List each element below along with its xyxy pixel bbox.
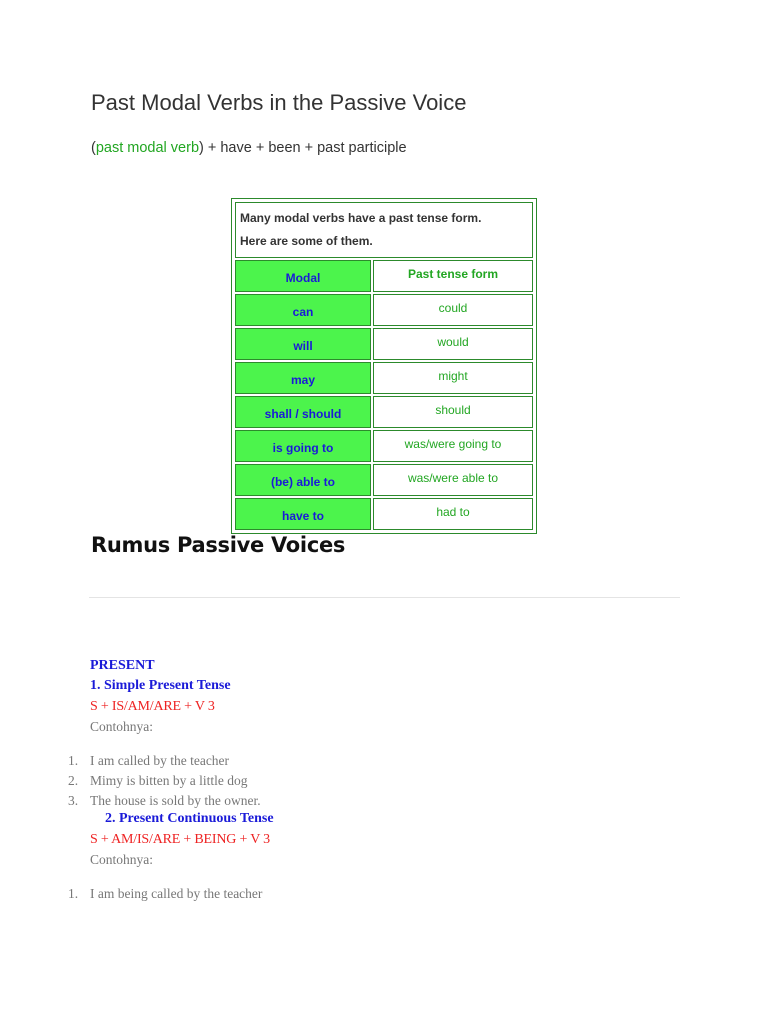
table-row: [235, 464, 533, 496]
list-number: 3.: [68, 793, 79, 808]
past-tense-cell: should: [373, 396, 533, 428]
modal-cell: (be) able to: [235, 464, 371, 496]
table-intro: [235, 202, 533, 258]
header-past-tense: Past tense form: [373, 260, 533, 292]
table-intro-row: [235, 202, 533, 258]
example-label: Contohnya:: [90, 719, 153, 734]
example-list: [68, 751, 261, 811]
modal-verbs-table: [231, 198, 537, 534]
past-tense-cell: might: [373, 362, 533, 394]
example-text: The house is sold by the owner.: [90, 793, 261, 808]
table-row: [235, 430, 533, 462]
modal-cell: is going to: [235, 430, 371, 462]
list-number: 2.: [68, 773, 79, 788]
past-tense-cell: would: [373, 328, 533, 360]
page-title: Past Modal Verbs in the Passive Voice: [91, 90, 467, 115]
modal-cell: will: [235, 328, 371, 360]
table-intro-line-2: Here are some of them.: [240, 234, 373, 248]
tense-heading: 1. Simple Present Tense: [90, 678, 231, 693]
example-text: I am being called by the teacher: [90, 886, 263, 901]
modal-cell: have to: [235, 498, 371, 530]
table-row: [235, 294, 533, 326]
formula-modal: past modal verb: [95, 140, 200, 156]
formula-rest: ) + have + been + past participle: [199, 140, 407, 156]
table-row: [235, 498, 533, 530]
example-list: [68, 884, 263, 904]
list-item: [68, 884, 263, 904]
example-text: I am called by the teacher: [90, 753, 230, 768]
table-intro-line-1: Many modal verbs have a past tense form.: [240, 211, 482, 225]
table-row: [235, 328, 533, 360]
header-modal: Modal: [235, 260, 371, 292]
past-tense-cell: could: [373, 294, 533, 326]
table-header-row: [235, 260, 533, 292]
tense-formula: S + IS/AM/ARE + V 3: [90, 699, 215, 714]
past-tense-cell: was/were going to: [373, 430, 533, 462]
modal-cell: shall / should: [235, 396, 371, 428]
past-tense-cell: was/were able to: [373, 464, 533, 496]
tense-formula: S + AM/IS/ARE + BEING + V 3: [90, 832, 270, 847]
passive-formula: [91, 138, 407, 158]
tense-heading: 2. Present Continuous Tense: [105, 811, 274, 826]
example-text: Mimy is bitten by a little dog: [90, 773, 248, 788]
section-title: Rumus Passive Voices: [91, 533, 346, 557]
list-number: 1.: [68, 753, 79, 768]
divider: [89, 597, 680, 598]
list-item: [68, 751, 261, 771]
list-item: [68, 791, 261, 811]
present-label: PRESENT: [90, 658, 155, 673]
list-item: [68, 771, 261, 791]
example-label: Contohnya:: [90, 852, 153, 867]
table-row: [235, 396, 533, 428]
list-number: 1.: [68, 886, 79, 901]
modal-cell: may: [235, 362, 371, 394]
modal-cell: can: [235, 294, 371, 326]
past-tense-cell: had to: [373, 498, 533, 530]
formula-open-paren: (: [91, 140, 96, 156]
table-row: [235, 362, 533, 394]
